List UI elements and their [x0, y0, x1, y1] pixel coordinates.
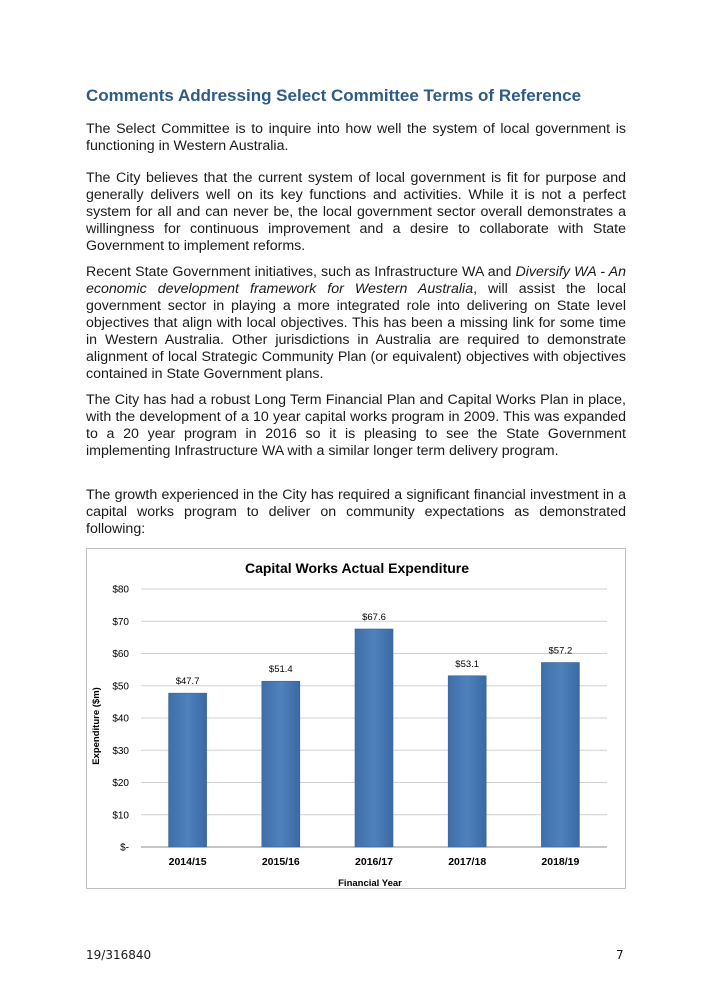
chart-y-ticks — [112, 585, 129, 854]
document-reference: 19/316840 — [86, 948, 152, 962]
chart-bar — [262, 681, 300, 847]
chart-svg — [87, 549, 627, 890]
chart-y-tick-label: $30 — [112, 745, 129, 757]
expenditure-chart — [86, 548, 626, 889]
chart-y-tick-label: $60 — [112, 649, 129, 660]
chart-data-label: $51.4 — [268, 664, 293, 676]
chart-x-tick-label: 2018/19 — [541, 856, 580, 868]
chart-y-tick-label: $70 — [112, 616, 129, 628]
chart-x-axis-label: Financial Year — [338, 878, 402, 889]
page-number: 7 — [616, 948, 624, 962]
paragraph-3-italic: Diversify WA - An economic development framework for Western Australia — [86, 264, 626, 297]
chart-title: Capital Works Actual Expenditure — [244, 560, 470, 576]
chart-x-ticks — [169, 856, 580, 868]
chart-y-tick-label: $20 — [112, 778, 129, 789]
chart-y-tick-label: $50 — [112, 681, 129, 693]
chart-y-tick-label: $- — [120, 842, 129, 854]
chart-x-tick-label: 2017/18 — [448, 856, 487, 868]
chart-y-axis-label: Expenditure ($m) — [91, 687, 102, 765]
paragraph-3 — [86, 264, 626, 383]
chart-x-tick-label: 2015/16 — [261, 856, 300, 868]
paragraph-3-start: Recent State Government initiatives, such as Infrastructure WA and — [86, 264, 516, 280]
chart-y-tick-label: $40 — [112, 713, 129, 725]
chart-bar — [355, 629, 393, 847]
paragraph-3-end: , will assist the local government sector in playing a more integrated role into delivering on State level objectives that align with local objectives. This has been a missing link for some time in Western Australia. Other jurisdictions in Australia are required to demonstrate alignment of local Strategic Community Plan (or equivalent) objectives with objectives contained in State Government plans. — [86, 281, 626, 382]
paragraph-2: The City believes that the current system of local government is fit for purpose and generally delivers well on its key functions and activities. While it is not a perfect system for all and can never be, the local government sector overall demonstrates a willingness for continuous improvement and a desire to collaborate with State Government to implement reforms. — [86, 170, 626, 254]
paragraph-5: The growth experienced in the City has required a significant financial investment in a capital works program to deliver on community expectations as demonstrated following: — [86, 487, 626, 537]
chart-data-label: $53.1 — [455, 658, 480, 670]
paragraph-4: The City has had a robust Long Term Financial Plan and Capital Works Plan in place, with the development of a 10 year capital works program in 2009. This was expanded to a 20 year program in 2016 so it is pleasing to see the State Government implementing Infrastructure WA with a similar longer term delivery program. — [86, 392, 626, 459]
chart-y-tick-label: $80 — [112, 584, 129, 596]
chart-data-label: $47.7 — [175, 676, 200, 688]
chart-data-label: $67.6 — [362, 611, 386, 623]
chart-bar — [169, 693, 207, 847]
chart-y-tick-label: $10 — [112, 810, 129, 822]
paragraph-1: The Select Committee is to inquire into how well the system of local government is functioning in Western Australia. — [86, 121, 626, 154]
chart-x-tick-label: 2016/17 — [355, 856, 393, 868]
chart-x-tick-label: 2014/15 — [168, 856, 207, 868]
section-heading: Comments Addressing Select Committee Terms of Reference — [86, 86, 582, 105]
chart-bar — [448, 676, 486, 847]
chart-bar — [541, 663, 579, 847]
chart-data-label: $57.2 — [548, 645, 573, 657]
